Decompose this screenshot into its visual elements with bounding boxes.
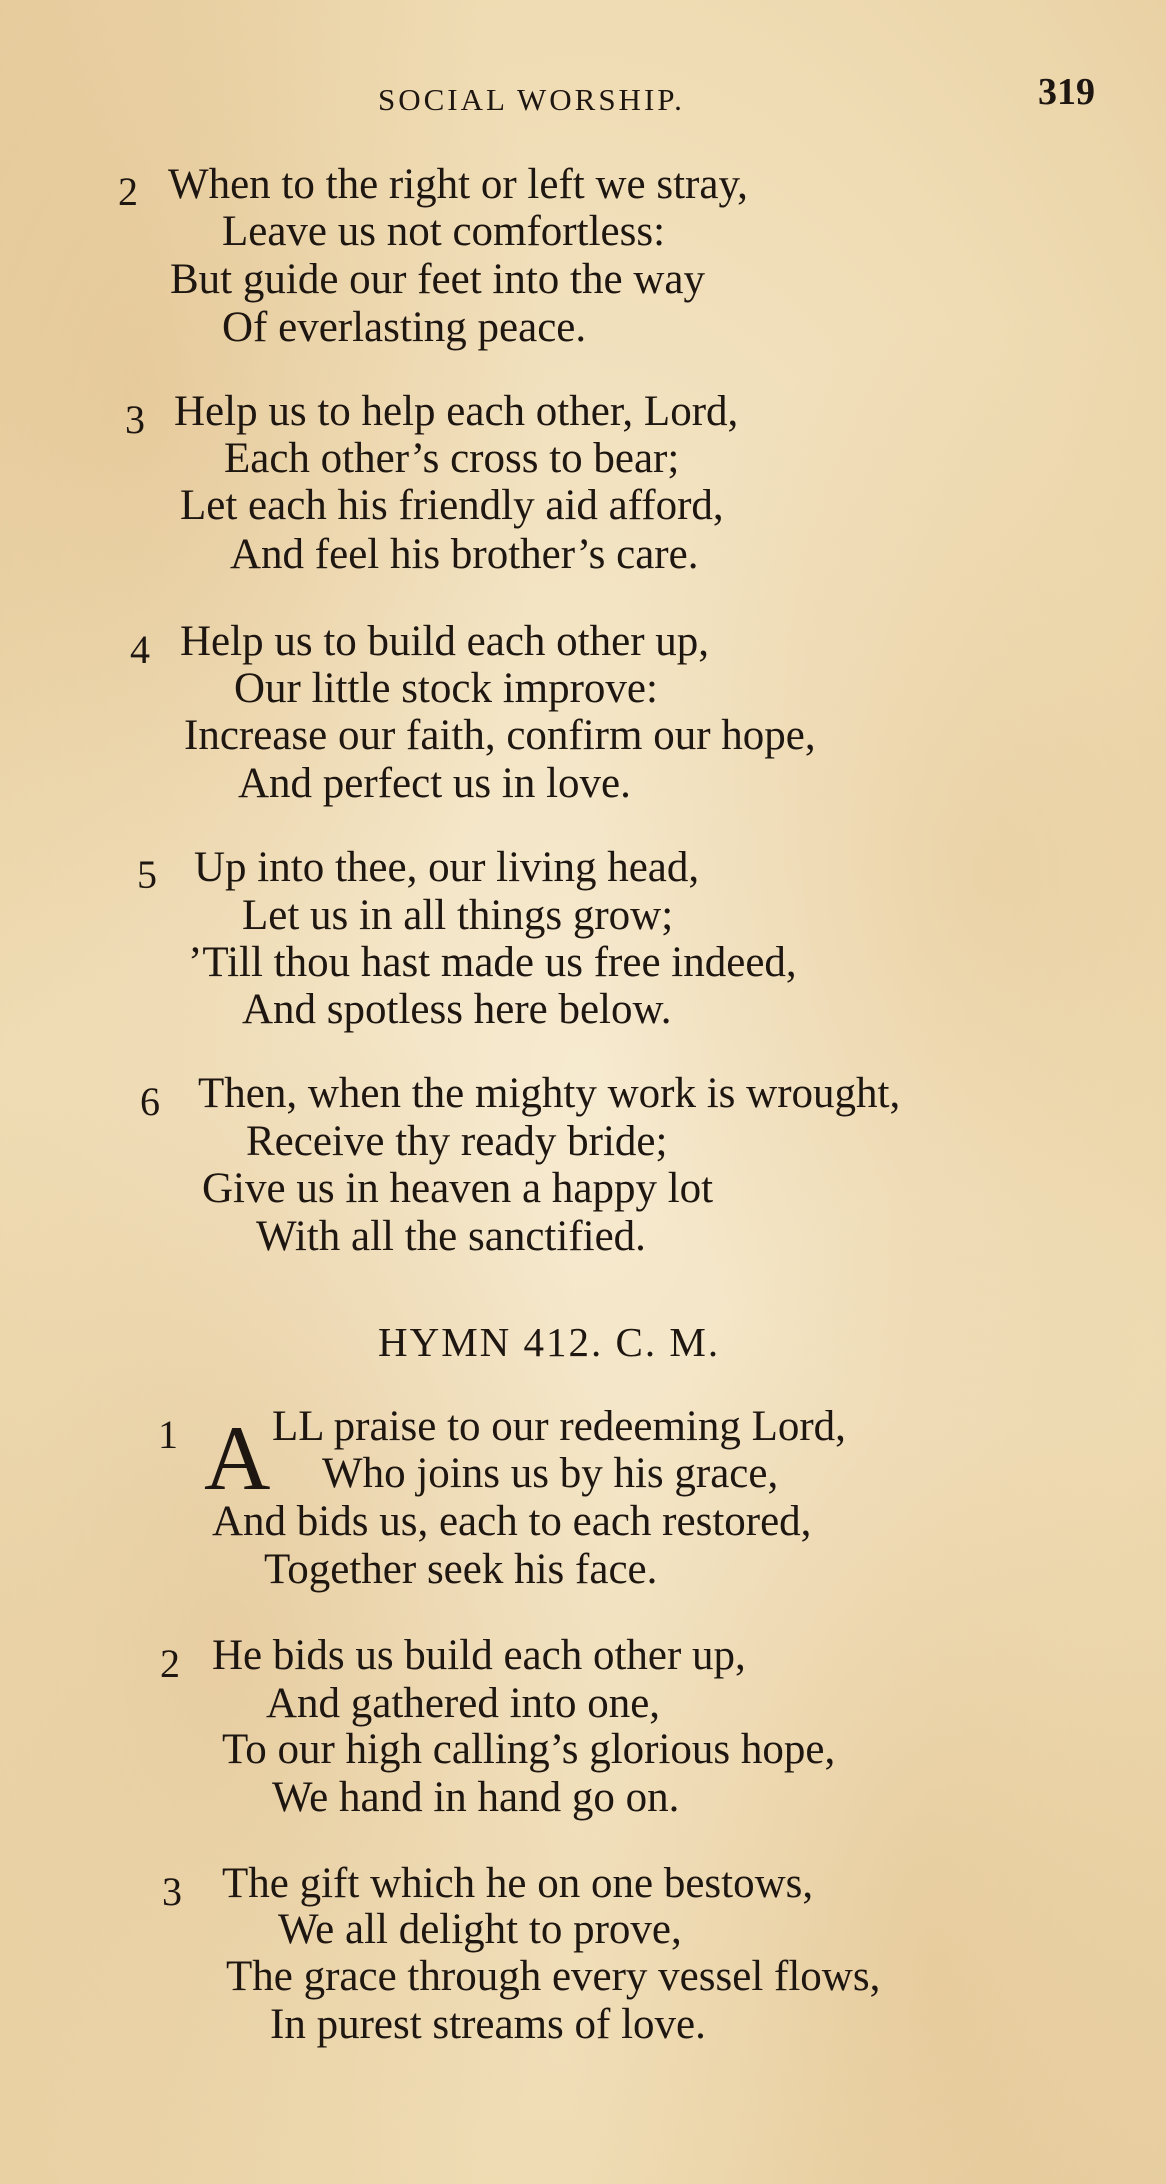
verse-line: And gathered into one, (266, 1680, 661, 1727)
verse-line: Up into thee, our living head, (194, 844, 700, 891)
stanza-number: 1 (158, 1412, 178, 1457)
verse-line: Let each his friendly aid afford, (180, 482, 724, 529)
hymn-title: HYMN 412. C. M. (378, 1319, 721, 1365)
verse-line: But guide our feet into the way (170, 256, 705, 303)
verse-line: Each other’s cross to bear; (224, 435, 680, 482)
stanza-number: 2 (160, 1641, 180, 1686)
verse-line: ’Till thou hast made us free indeed, (188, 939, 797, 986)
stanza-number: 6 (140, 1079, 160, 1124)
verse-line: When to the right or left we stray, (168, 161, 748, 208)
stanza-number: 5 (137, 852, 157, 897)
verse-line: Our little stock improve: (234, 665, 658, 712)
verse-line: And feel his brother’s care. (230, 531, 699, 578)
page-number: 319 (1038, 71, 1095, 113)
verse-line: Receive thy ready bride; (246, 1118, 668, 1165)
verse-line: Leave us not comfortless: (222, 208, 666, 255)
verse-line: Give us in heaven a happy lot (202, 1165, 714, 1212)
verse-line: We all delight to prove, (278, 1906, 682, 1953)
verse-line: Who joins us by his grace, (322, 1450, 779, 1497)
stanza-number: 3 (125, 397, 145, 442)
verse-line: We hand in hand go on. (272, 1774, 680, 1821)
verse-line: With all the sanctified. (256, 1213, 646, 1260)
running-title: SOCIAL WORSHIP. (378, 82, 685, 117)
drop-cap: A (204, 1407, 271, 1509)
stanza-number: 3 (162, 1869, 182, 1914)
verse-line: Then, when the mighty work is wrought, (198, 1070, 901, 1117)
verse-line: And bids us, each to each restored, (212, 1498, 812, 1545)
verse-line: Help us to help each other, Lord, (174, 388, 739, 435)
verse-line: The gift which he on one bestows, (222, 1860, 814, 1907)
verse-line: LL praise to our redeeming Lord, (272, 1403, 846, 1450)
page-header (0, 70, 1166, 130)
verse-line: He bids us build each other up, (212, 1632, 746, 1679)
verse-line: And spotless here below. (242, 986, 672, 1033)
stanza-number: 4 (130, 627, 150, 672)
verse-line: And perfect us in love. (238, 760, 631, 807)
verse-line: In purest streams of love. (270, 2001, 706, 2048)
verse-line: Together seek his face. (264, 1546, 658, 1593)
verse-line: Of everlasting peace. (222, 304, 587, 351)
verse-line: The grace through every vessel flows, (226, 1953, 881, 2000)
verse-line: Let us in all things grow; (242, 892, 674, 939)
verse-line: Increase our faith, confirm our hope, (184, 712, 816, 759)
stanza-number: 2 (118, 169, 138, 214)
verse-line: Help us to build each other up, (180, 618, 710, 665)
verse-line: To our high calling’s glorious hope, (222, 1726, 836, 1773)
